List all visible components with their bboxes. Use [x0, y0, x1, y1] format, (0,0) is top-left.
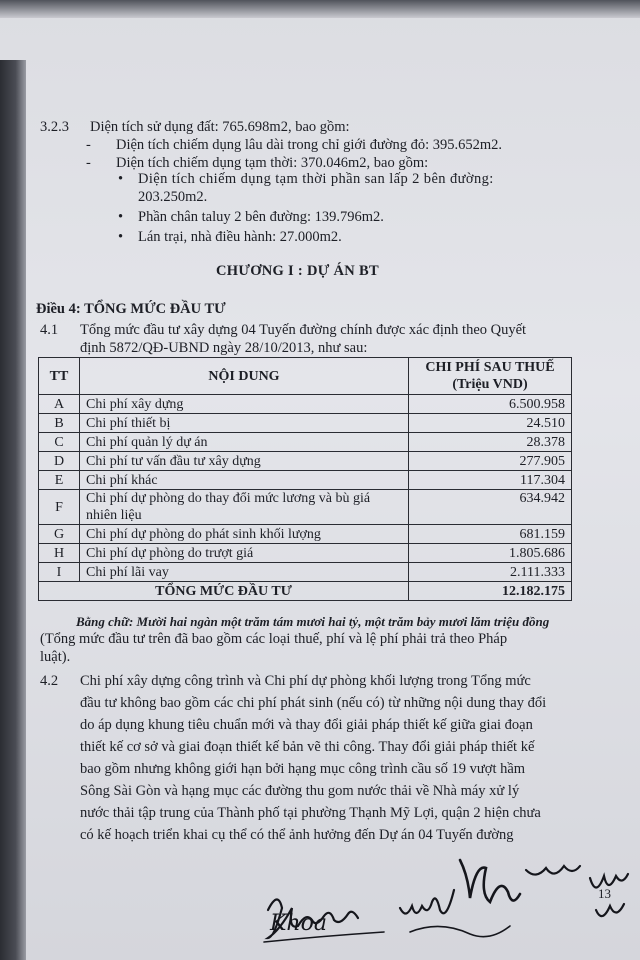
note-text: (Tổng mức đầu tư trên đã bao gồm các loại thuế, phí và lệ phí phải trả theo Pháp: [40, 631, 508, 647]
table-row: [39, 563, 572, 582]
row-content: Chi phí dự phòng do trượt giá: [80, 544, 409, 563]
row-code: E: [39, 471, 80, 490]
page-top-shadow: [0, 0, 640, 18]
row-code: D: [39, 452, 80, 471]
section-number: 3.2.3: [40, 119, 69, 135]
clause-number: 4.1: [40, 322, 59, 338]
total-label: TỔNG MỨC ĐẦU TƯ: [39, 582, 409, 601]
paragraph-line: Sông Sài Gòn và hạng mục các đường thu gom nước thải về Nhà máy xử lý: [80, 783, 520, 799]
clause-paragraph: [80, 672, 620, 848]
header-amount-unit: (Triệu VND): [452, 377, 528, 392]
paragraph-line: Chi phí xây dựng công trình và Chi phí dự phòng khối lượng trong Tổng mức: [80, 673, 531, 689]
row-content: Chi phí quản lý dự án: [80, 433, 409, 452]
signature-name: Khoa: [270, 911, 327, 936]
table-row: [39, 471, 572, 490]
table-row: [39, 525, 572, 544]
page-number: 13: [598, 886, 611, 901]
bullet-marker: •: [118, 209, 124, 225]
section-title: Diện tích sử dụng đất: 765.698m2, bao gồm:: [90, 119, 350, 135]
row-content: Chi phí dự phòng do phát sinh khối lượng: [80, 525, 409, 544]
row-content-line: Chi phí dự phòng do thay đổi mức lương và bù giá: [86, 491, 371, 506]
row-content: Chi phí tư vấn đầu tư xây dựng: [80, 452, 409, 471]
dash-marker: -: [86, 137, 91, 153]
row-content: Chi phí khác: [80, 471, 409, 490]
table-row: [39, 490, 572, 525]
handwritten-signatures: [250, 850, 640, 960]
row-amount: 277.905: [409, 452, 572, 471]
paragraph-line: đầu tư không bao gồm các chi phí phát sinh (nếu có) từ những nội dung thay đổi: [80, 695, 547, 711]
total-amount: 12.182.175: [409, 582, 572, 601]
row-code: B: [39, 414, 80, 433]
binding-edge: [0, 60, 26, 960]
list-item: Diện tích chiếm dụng tạm thời: 370.046m2, bao gồm:: [116, 155, 429, 171]
row-content: Chi phí lãi vay: [80, 563, 409, 582]
sub-list-item: Lán trại, nhà điều hành: 27.000m2.: [138, 229, 342, 245]
bullet-marker: •: [118, 171, 124, 187]
sub-list-item: Diện tích chiếm dụng tạm thời phần san lấp 2 bên đường:: [138, 171, 494, 187]
sub-list-item: Phần chân taluy 2 bên đường: 139.796m2.: [138, 209, 384, 225]
paragraph-line: thiết kế cơ sở và giai đoạn thiết kế bản vẽ thi công. Thay đổi giải pháp thiết kế: [80, 739, 535, 755]
row-amount: 2.111.333: [409, 563, 572, 582]
table-total-row: [39, 582, 572, 601]
list-item: Diện tích chiếm dụng lâu dài trong chỉ giới đường đỏ: 395.652m2.: [116, 137, 503, 153]
paragraph-line: do áp dụng khung tiêu chuẩn mới và thay đổi giải pháp thiết kế giữa giai đoạn: [80, 717, 533, 733]
row-code: C: [39, 433, 80, 452]
amount-in-words: Bằng chữ: Mười hai ngàn một trăm tám mươi hai tỷ, một trăm bảy mươi lăm triệu đồng: [76, 614, 550, 629]
header-amount: [409, 358, 572, 395]
paragraph-line: có kế hoạch triển khai cụ thể có thể ảnh hưởng đến Dự án 04 Tuyến đường: [80, 827, 514, 843]
dash-marker: -: [86, 155, 91, 171]
table-row: [39, 395, 572, 414]
paragraph-line: nước thải tập trung của Thành phố tại phường Thạnh Mỹ Lợi, quận 2 hiện chưa: [80, 805, 541, 821]
clause-text: Tổng mức đầu tư xây dựng 04 Tuyến đường chính được xác định theo Quyết: [80, 322, 527, 338]
row-code: I: [39, 563, 80, 582]
table-row: [39, 433, 572, 452]
row-content: Chi phí thiết bị: [80, 414, 409, 433]
article-heading: Điều 4: TỔNG MỨC ĐẦU TƯ: [36, 301, 226, 317]
investment-table: [38, 357, 572, 601]
row-amount: 28.378: [409, 433, 572, 452]
row-code: H: [39, 544, 80, 563]
row-code: G: [39, 525, 80, 544]
header-amount-title: CHI PHÍ SAU THUẾ: [425, 360, 555, 375]
row-content: [80, 490, 409, 525]
row-amount: 6.500.958: [409, 395, 572, 414]
note-text: luật).: [40, 649, 71, 665]
sub-list-item-continued: 203.250m2.: [138, 189, 208, 205]
row-amount: 681.159: [409, 525, 572, 544]
row-code: F: [39, 490, 80, 525]
table-header-row: [39, 358, 572, 395]
paragraph-line: bao gồm nhưng không giới hạn bởi hạng mục công trình cầu số 19 vượt hầm: [80, 761, 526, 777]
bullet-marker: •: [118, 229, 124, 245]
table-row: [39, 544, 572, 563]
row-content-line: nhiên liệu: [86, 508, 142, 523]
row-amount: 24.510: [409, 414, 572, 433]
row-code: A: [39, 395, 80, 414]
table-row: [39, 452, 572, 471]
row-amount: 634.942: [409, 490, 572, 525]
row-content: Chi phí xây dựng: [80, 395, 409, 414]
table-row: [39, 414, 572, 433]
chapter-heading: CHƯƠNG I : DỰ ÁN BT: [216, 263, 379, 279]
header-tt: TT: [39, 358, 80, 395]
header-content: NỘI DUNG: [80, 358, 409, 395]
clause-text: định 5872/QĐ-UBND ngày 28/10/2013, như sau:: [80, 340, 368, 356]
clause-number: 4.2: [40, 673, 59, 689]
row-amount: 1.805.686: [409, 544, 572, 563]
row-amount: 117.304: [409, 471, 572, 490]
